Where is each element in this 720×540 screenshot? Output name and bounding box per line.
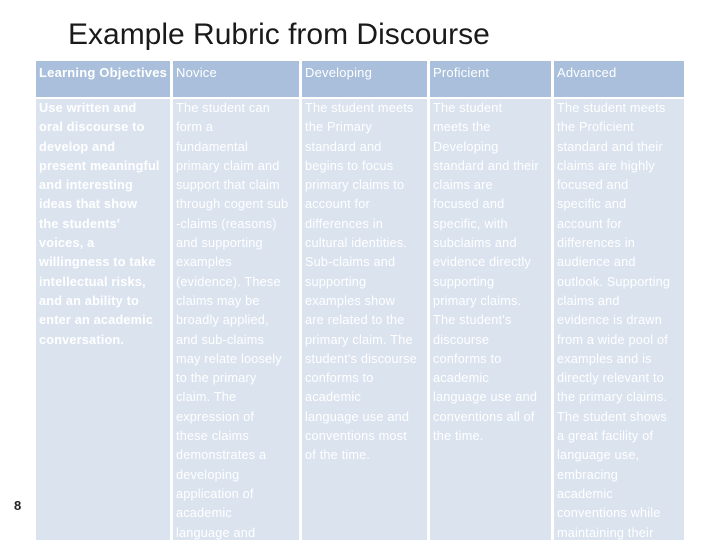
cell-line: demonstrates a <box>176 448 267 463</box>
rubric-column-learning-objectives <box>36 61 170 540</box>
cell-line: expression of <box>176 409 255 424</box>
cell-line: Sub-claims and <box>305 255 396 270</box>
cell-line: present meaningful <box>39 158 160 173</box>
cell-line: focused and <box>557 178 629 193</box>
cell-line: these claims <box>176 429 249 444</box>
cell-line: subclaims and <box>433 236 517 251</box>
cell-line: claims are highly <box>557 158 655 173</box>
cell-line: discourse <box>433 332 490 347</box>
cell-advanced <box>554 99 684 540</box>
cell-line: account for <box>557 216 622 231</box>
cell-line: cultural identities. <box>305 236 408 251</box>
cell-line: The student <box>433 101 503 115</box>
cell-line: the Primary <box>305 120 373 135</box>
cell-line: conventions while <box>557 506 661 521</box>
slide-number: 8 <box>14 498 22 513</box>
cell-line: academic <box>305 390 361 405</box>
header-novice: Novice <box>173 61 299 97</box>
cell-line: account for <box>305 197 370 212</box>
cell-line: begins to focus <box>305 158 394 173</box>
cell-line: a great facility of <box>557 429 654 444</box>
cell-line: language use, <box>557 448 640 463</box>
cell-developing <box>302 99 427 540</box>
cell-line: the students' <box>39 216 121 231</box>
rubric-table <box>36 61 684 540</box>
cell-line: and sub-claims <box>176 332 265 347</box>
cell-line: of the time. <box>305 448 371 463</box>
cell-line: through cogent sub <box>176 197 289 212</box>
header-developing: Developing <box>302 61 427 97</box>
cell-learning-objectives <box>36 99 170 540</box>
cell-proficient <box>430 99 551 540</box>
cell-line: audience and <box>557 255 636 270</box>
rubric-column-novice <box>173 61 299 540</box>
cell-line: maintaining their <box>557 525 654 540</box>
cell-line: (evidence). These <box>176 274 281 289</box>
cell-line: language use and <box>305 409 410 424</box>
cell-line: standard and their <box>557 139 663 154</box>
cell-line: conforms to <box>305 371 374 386</box>
cell-line: conversation. <box>39 332 125 347</box>
cell-line: examples <box>176 255 232 270</box>
cell-line: evidence directly <box>433 255 531 270</box>
cell-line: differences in <box>305 216 384 231</box>
header-proficient: Proficient <box>430 61 551 97</box>
cell-line: and an ability to <box>39 293 139 308</box>
cell-line: differences in <box>557 236 636 251</box>
cell-line: intellectual risks, <box>39 274 146 289</box>
cell-line: primary claims. <box>433 293 522 308</box>
cell-line: enter an academic <box>39 313 154 328</box>
cell-line: from a wide pool of <box>557 332 668 347</box>
cell-line: developing <box>176 467 240 482</box>
cell-line: examples show <box>305 293 396 308</box>
cell-line: student's discourse <box>305 351 418 366</box>
cell-line: outlook. Supporting <box>557 274 671 289</box>
cell-line: the primary claims. <box>557 390 668 405</box>
cell-line: The student shows <box>557 409 667 424</box>
cell-line: ideas that show <box>39 197 138 212</box>
cell-line: specific and <box>557 197 627 212</box>
cell-line: The student meets <box>305 101 414 115</box>
cell-line: academic <box>176 506 232 521</box>
cell-line: conventions all of <box>433 409 535 424</box>
cell-line: and supporting <box>176 236 263 251</box>
cell-line: primary claims to <box>305 178 405 193</box>
cell-line: develop and <box>39 139 116 154</box>
cell-line: -claims (reasons) <box>176 216 277 231</box>
slide-title: Example Rubric from Discourse <box>68 18 490 51</box>
cell-line: standard and their <box>433 158 539 173</box>
cell-line: Developing <box>433 139 499 154</box>
cell-line: support that claim <box>176 178 280 193</box>
cell-line: language and <box>176 525 256 540</box>
cell-line: specific, with <box>433 216 508 231</box>
cell-line: claims are <box>433 178 493 193</box>
cell-line: focused and <box>433 197 505 212</box>
cell-line: The student meets <box>557 101 666 115</box>
cell-line: primary claim. The <box>305 332 413 347</box>
cell-line: voices, a <box>39 236 95 251</box>
header-advanced: Advanced <box>554 61 684 97</box>
cell-line: embracing <box>557 467 619 482</box>
cell-line: the Proficient <box>557 120 634 135</box>
cell-line: academic <box>557 486 613 501</box>
cell-line: are related to the <box>305 313 405 328</box>
cell-line: fundamental <box>176 139 249 154</box>
cell-line: academic <box>433 371 489 386</box>
cell-line: claims may be <box>176 293 260 308</box>
cell-line: standard and <box>305 139 382 154</box>
cell-line: directly relevant to <box>557 371 664 386</box>
cell-line: primary claim and <box>176 158 280 173</box>
cell-line: may relate loosely <box>176 351 282 366</box>
cell-line: claim. The <box>176 390 237 405</box>
cell-line: to the primary <box>176 371 257 386</box>
cell-line: Use written and <box>39 101 137 115</box>
cell-line: meets the <box>433 120 491 135</box>
rubric-column-developing <box>302 61 427 540</box>
rubric-column-proficient <box>430 61 551 540</box>
cell-line: supporting <box>305 274 367 289</box>
cell-line: form a <box>176 120 214 135</box>
cell-line: broadly applied, <box>176 313 269 328</box>
rubric-column-advanced <box>554 61 684 540</box>
cell-line: claims and <box>557 293 620 308</box>
header-learning-objectives: Learning Objectives <box>36 61 170 97</box>
cell-line: conforms to <box>433 351 502 366</box>
cell-line: application of <box>176 486 254 501</box>
cell-line: and interesting <box>39 178 133 193</box>
cell-line: evidence is drawn <box>557 313 662 328</box>
cell-line: oral discourse to <box>39 120 145 135</box>
cell-line: willingness to take <box>39 255 156 270</box>
cell-line: language use and <box>433 390 538 405</box>
cell-line: the time. <box>433 429 484 444</box>
cell-line: examples and is <box>557 351 652 366</box>
cell-line: The student's <box>433 313 512 328</box>
cell-line: conventions most <box>305 429 407 444</box>
cell-line: The student can <box>176 101 270 115</box>
cell-line: supporting <box>433 274 495 289</box>
cell-novice <box>173 99 299 540</box>
